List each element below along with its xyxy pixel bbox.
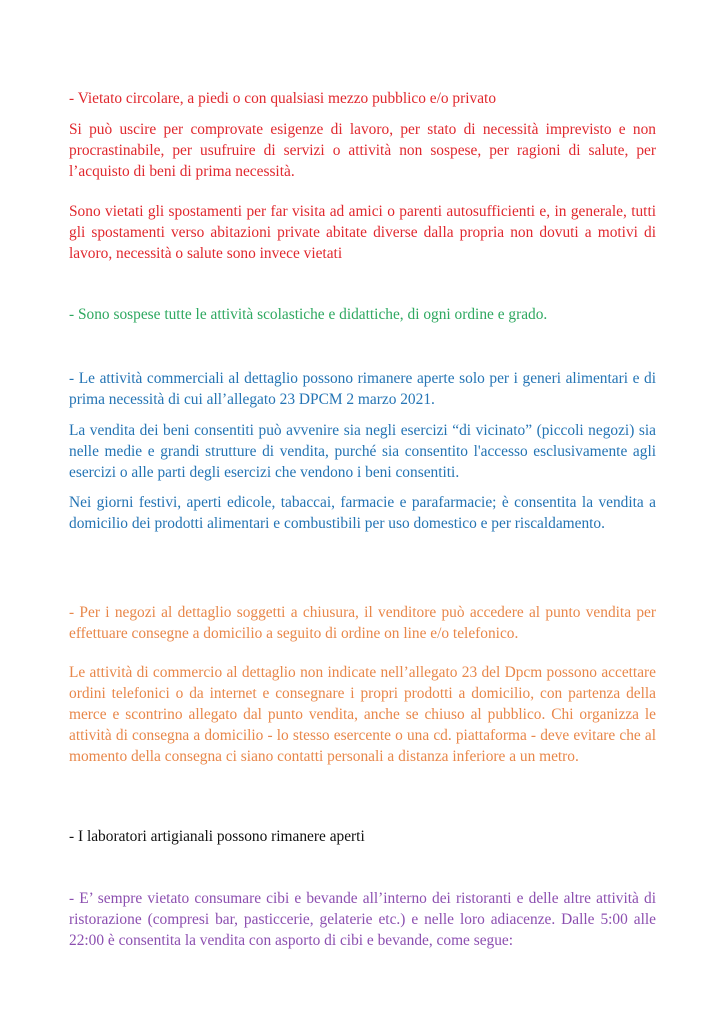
retail-heading: - Le attività commerciali al dettaglio possono rimanere aperte solo per i generi alimentari e di prima necessità di cui all’allegato 23 DPCM 2 marzo 2021.	[69, 370, 656, 408]
restaurants-heading: - E’ sempre vietato consumare cibi e bevande all’interno dei ristoranti e delle altre attività di ristorazione (compresi bar, pasticcerie, gelaterie etc.) e nelle loro adiacenze. Dalle 5:00 alle 22:00 è consentita la vendita con asporto di cibi e bevande, come segue:	[69, 890, 656, 949]
movement-paragraph-2: Sono vietati gli spostamenti per far visita ad amici o parenti autosufficienti e, in generale, tutti gli spostamenti verso abitazioni private abitate diverse dalla propria non dovuti a motivi di lavoro, necessità o salute sono invece vietati	[69, 203, 656, 262]
retail-paragraph-2: Nei giorni festivi, aperti edicole, tabaccai, farmacie e parafarmacie; è consentita la vendita a domicilio dei prodotti alimentari e combustibili per uso domestico e per riscaldamento.	[69, 494, 656, 532]
schools-heading: - Sono sospese tutte le attività scolastiche e didattiche, di ogni ordine e grado.	[69, 306, 548, 323]
delivery-paragraph-1: Le attività di commercio al dettaglio non indicate nell’allegato 23 del Dpcm possono accettare ordini telefonici o da internet e consegnare i propri prodotti a domicilio, con partenza della merce e scontrino allegato dal punto vendita, anche se chiuso al pubblico. Chi organizza le attività di consegna a domicilio - lo stesso esercente o una cd. piattaforma - deve evitare che al momento della consegna ci siano contatti personali a distanza inferiore a un metro.	[69, 664, 656, 765]
movement-heading: - Vietato circolare, a piedi o con qualsiasi mezzo pubblico e/o privato	[69, 90, 497, 107]
movement-paragraph-1: Si può uscire per comprovate esigenze di lavoro, per stato di necessità imprevisto e non procrastinabile, per usufruire di servizi o attività non sospese, per ragioni di salute, per l’acquisto di beni di prima necessità.	[69, 121, 656, 180]
delivery-heading: - Per i negozi al dettaglio soggetti a chiusura, il venditore può accedere al punto vendita per effettuare consegne a domicilio a seguito di ordine on line e/o telefonico.	[69, 604, 656, 642]
retail-paragraph-1: La vendita dei beni consentiti può avvenire sia negli esercizi “di vicinato” (piccoli negozi) sia nelle medie e grandi strutture di vendita, purché sia consentito l'accesso esclusivamente agli esercizi o alle parti degli esercizi che vendono i beni consentiti.	[69, 422, 656, 481]
artisans-heading: - I laboratori artigianali possono rimanere aperti	[69, 828, 365, 845]
